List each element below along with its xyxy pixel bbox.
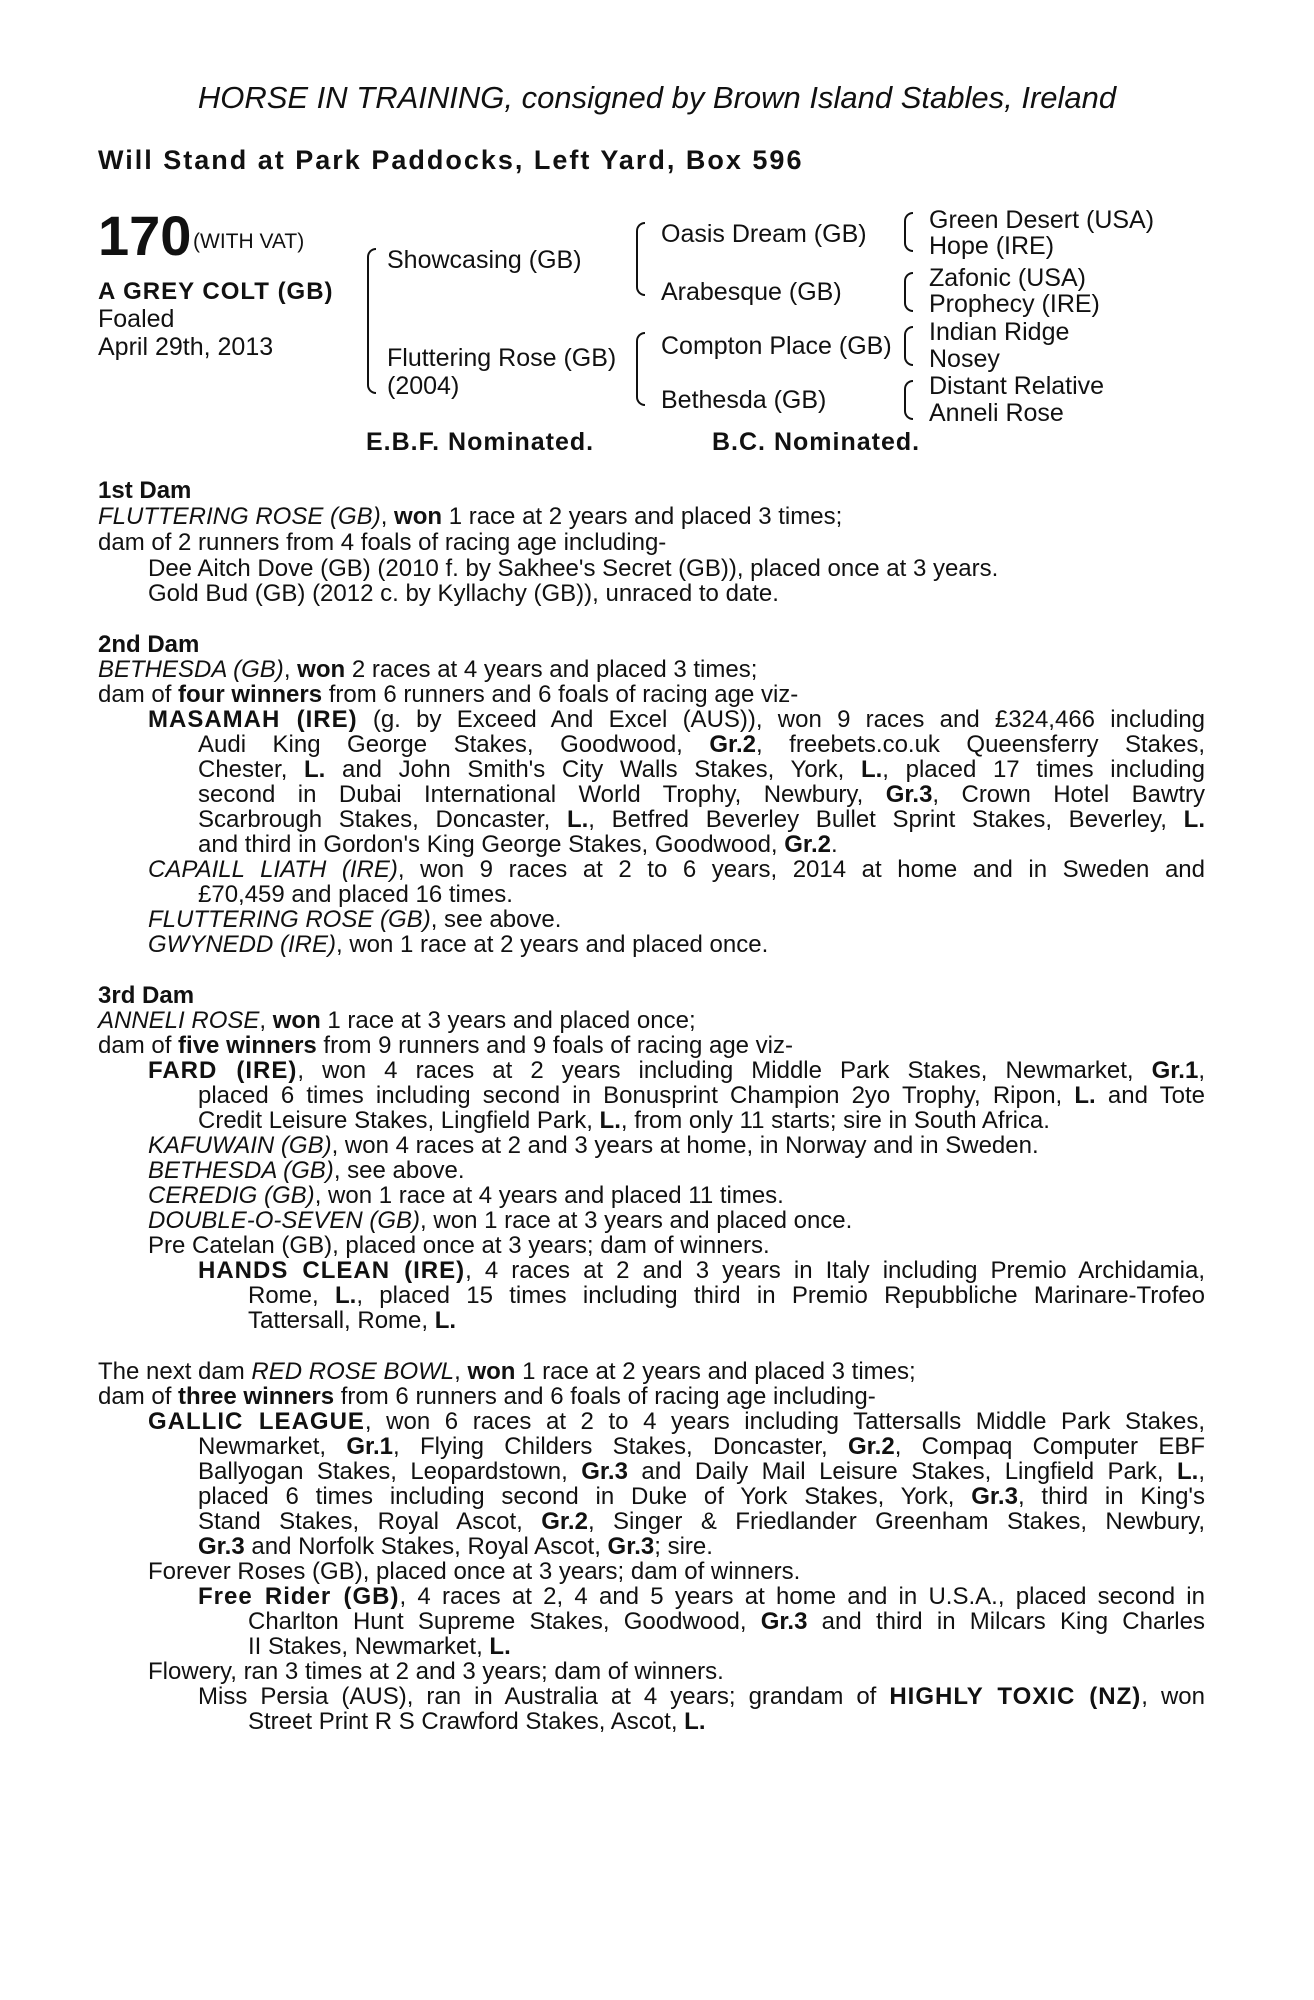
produce-entry: Newmarket, Gr.1, Flying Childers Stakes, Doncaster, Gr.2, Compaq Computer EBF — [198, 1434, 1205, 1460]
produce-entry: placed 6 times including second in Bonusprint Champion 2yo Trophy, Ripon, L. and Tote — [198, 1083, 1205, 1109]
produce-entry: second in Dubai International World Trophy, Newbury, Gr.3, Crown Hotel Bawtry — [198, 782, 1205, 808]
ancestor-3: Zafonic (USA) — [929, 264, 1086, 292]
sire: Showcasing (GB) — [387, 246, 582, 274]
page-title: HORSE IN TRAINING, consigned by Brown Island Stables, Ireland — [197, 80, 1117, 115]
dam-record: ANNELI ROSE, won 1 race at 3 years and placed once; — [98, 1007, 696, 1034]
dam-produce: dam of five winners from 9 runners and 9 foals of racing age viz- — [98, 1032, 794, 1059]
vat-note: (WITH VAT) — [193, 230, 305, 253]
produce-entry: Stand Stakes, Royal Ascot, Gr.2, Singer & Friedlander Greenham Stakes, Newbury, — [198, 1509, 1205, 1535]
pedigree-brace-sire — [636, 222, 645, 296]
produce-entry: Street Print R S Crawford Stakes, Ascot, L. — [248, 1708, 706, 1735]
produce-entry: Gr.3 and Norfolk Stakes, Royal Ascot, Gr.3; sire. — [198, 1533, 713, 1560]
section-heading: 2nd Dam — [98, 631, 200, 658]
dam-produce: dam of three winners from 6 runners and 6 foals of racing age including- — [98, 1383, 876, 1410]
dam-record: FLUTTERING ROSE (GB), won 1 race at 2 years and placed 3 times; — [98, 503, 843, 530]
produce-entry: Gold Bud (GB) (2012 c. by Kyllachy (GB)), unraced to date. — [148, 580, 779, 607]
produce-entry: Charlton Hunt Supreme Stakes, Goodwood, Gr.3 and third in Milcars King Charles — [248, 1609, 1205, 1635]
pedigree-brace-g4 — [904, 380, 913, 420]
dam-dam: Bethesda (GB) — [661, 386, 827, 414]
produce-entry: BETHESDA (GB), see above. — [148, 1157, 465, 1184]
ancestor-5: Indian Ridge — [929, 318, 1070, 346]
produce-entry: FLUTTERING ROSE (GB), see above. — [148, 906, 562, 933]
ancestor-2: Hope (IRE) — [929, 232, 1055, 260]
pedigree-brace-g3 — [904, 326, 913, 366]
pedigree-brace-g1 — [904, 212, 913, 252]
section-heading: 3rd Dam — [98, 982, 195, 1009]
pedigree-brace-g2 — [904, 272, 913, 312]
produce-entry: KAFUWAIN (GB), won 4 races at 2 and 3 years at home, in Norway and in Sweden. — [148, 1132, 1039, 1159]
produce-entry: £70,459 and placed 16 times. — [198, 881, 513, 908]
produce-entry: Scarbrough Stakes, Doncaster, L., Betfred Beverley Bullet Sprint Stakes, Beverley, L. — [198, 807, 1205, 833]
dam: Fluttering Rose (GB) — [387, 344, 617, 372]
lot-number: 170 — [98, 204, 192, 267]
dam-record: The next dam RED ROSE BOWL, won 1 race at 2 years and placed 3 times; — [98, 1358, 916, 1385]
produce-entry: Tattersall, Rome, L. — [248, 1307, 457, 1334]
produce-entry: GALLIC LEAGUE, won 6 races at 2 to 4 years including Tattersalls Middle Park Stakes, — [148, 1409, 1205, 1435]
sire-dam: Arabesque (GB) — [661, 278, 842, 306]
produce-entry: Forever Roses (GB), placed once at 3 years; dam of winners. — [148, 1558, 801, 1585]
produce-entry: MASAMAH (IRE) (g. by Exceed And Excel (AUS)), won 9 races and £324,466 including — [148, 707, 1205, 733]
produce-entry: DOUBLE-O-SEVEN (GB), won 1 race at 3 years and placed once. — [148, 1207, 853, 1234]
produce-entry: Flowery, ran 3 times at 2 and 3 years; dam of winners. — [148, 1658, 724, 1685]
dam-sire: Compton Place (GB) — [661, 332, 892, 360]
sire-sire: Oasis Dream (GB) — [661, 220, 867, 248]
produce-entry: HANDS CLEAN (IRE), 4 races at 2 and 3 years in Italy including Premio Archidamia, — [198, 1258, 1205, 1284]
pedigree-brace-dam — [636, 332, 645, 406]
produce-entry: Credit Leisure Stakes, Lingfield Park, L., from only 11 starts; sire in South Africa. — [198, 1107, 1050, 1134]
dam-produce: dam of 2 runners from 4 foals of racing age including- — [98, 529, 667, 556]
bc-nominated: B.C. Nominated. — [712, 428, 921, 456]
ancestor-7: Distant Relative — [929, 372, 1105, 400]
dam-year: (2004) — [387, 372, 460, 400]
produce-entry: Chester, L. and John Smith's City Walls Stakes, York, L., placed 17 times including — [198, 757, 1205, 783]
produce-entry: Free Rider (GB), 4 races at 2, 4 and 5 years at home and in U.S.A., placed second in — [198, 1584, 1205, 1610]
lot-description: A GREY COLT (GB) — [98, 278, 334, 305]
ancestor-1: Green Desert (USA) — [929, 206, 1155, 234]
ebf-nominated: E.B.F. Nominated. — [366, 428, 595, 456]
foaled-label: Foaled — [98, 305, 175, 333]
produce-entry: Rome, L., placed 15 times including third in Premio Repubbliche Marinare-Trofeo — [248, 1283, 1205, 1309]
dam-produce: dam of four winners from 6 runners and 6 foals of racing age viz- — [98, 681, 799, 708]
dam-record: BETHESDA (GB), won 2 races at 4 years and placed 3 times; — [98, 656, 758, 683]
section-heading: 1st Dam — [98, 477, 192, 504]
ancestor-6: Nosey — [929, 345, 1000, 373]
produce-entry: Pre Catelan (GB), placed once at 3 years; dam of winners. — [148, 1232, 770, 1259]
produce-entry: CAPAILL LIATH (IRE), won 9 races at 2 to 6 years, 2014 at home and in Sweden and — [148, 857, 1205, 883]
produce-entry: and third in Gordon's King George Stakes, Goodwood, Gr.2. — [198, 831, 838, 858]
pedigree-brace-main — [367, 248, 376, 394]
produce-entry: Ballyogan Stakes, Leopardstown, Gr.3 and Daily Mail Leisure Stakes, Lingfield Park, L., — [198, 1459, 1205, 1485]
produce-entry: GWYNEDD (IRE), won 1 race at 2 years and placed once. — [148, 931, 769, 958]
ancestor-4: Prophecy (IRE) — [929, 290, 1100, 318]
produce-entry: CEREDIG (GB), won 1 race at 4 years and placed 11 times. — [148, 1182, 784, 1209]
ancestor-8: Anneli Rose — [929, 399, 1064, 427]
produce-entry: Dee Aitch Dove (GB) (2010 f. by Sakhee's Secret (GB)), placed once at 3 years. — [148, 555, 999, 582]
produce-entry: placed 6 times including second in Duke of York Stakes, York, Gr.3, third in King's — [198, 1484, 1205, 1510]
stand-location: Will Stand at Park Paddocks, Left Yard, Box 596 — [98, 145, 804, 175]
produce-entry: FARD (IRE), won 4 races at 2 years including Middle Park Stakes, Newmarket, Gr.1, — [148, 1058, 1205, 1084]
produce-entry: Miss Persia (AUS), ran in Australia at 4 years; grandam of HIGHLY TOXIC (NZ), won — [198, 1684, 1205, 1710]
produce-entry: Audi King George Stakes, Goodwood, Gr.2, freebets.co.uk Queensferry Stakes, — [198, 732, 1205, 758]
foaled-date: April 29th, 2013 — [98, 333, 274, 361]
produce-entry: II Stakes, Newmarket, L. — [248, 1633, 511, 1660]
